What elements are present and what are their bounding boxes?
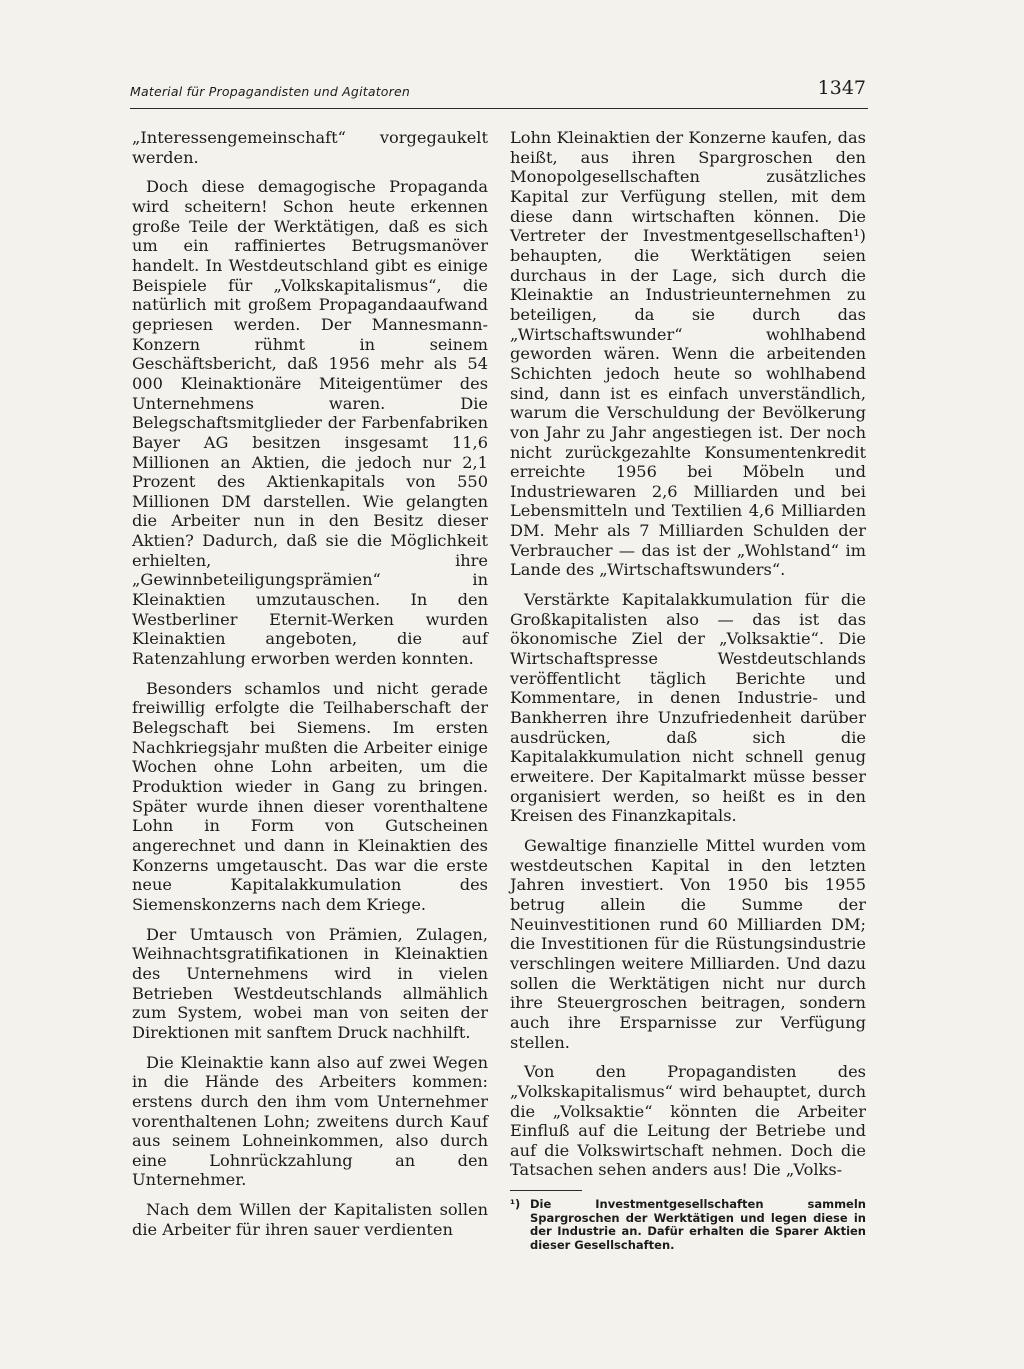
paragraph: Doch diese demagogische Propaganda wird scheitern! Schon heute erkennen große Teile der Werktätigen, daß es sich um ein raffiniertes Betrugsmanöver handelt. In Westdeutschland gibt es einige Beispiele für „Volkskapitalismus“, die natürlich mit großem Propagandaaufwand gepriesen werden. Der Mannesmann-Konzern rühmt in seinem Geschäftsbericht, daß 1956 mehr als 54 000 Kleinaktionäre Miteigentümer des Unternehmens waren. Die Belegschaftsmitglieder der Farbenfabriken Bayer AG besitzen insgesamt 11,6 Millionen an Aktien, die jedoch nur 2,1 Prozent des Aktienkapitals von 550 Millionen DM darstellen. Wie gelangten die Arbeiter nun in den Besitz dieser Aktien? Dadurch, daß sie die Möglichkeit erhielten, ihre „Gewinnbeteiligungsprämien“ in Kleinaktien umzutauschen. In den Westberliner Eternit-Werken wurden Kleinaktien angeboten, die auf Ratenzahlung erworben werden konnten. — [132, 177, 488, 669]
paragraph: Lohn Kleinaktien der Konzerne kaufen, das heißt, aus ihren Spargroschen den Monopolgesellschaften zusätzliches Kapital zur Verfügung stellen, mit dem diese dann wirtschaften können. Die Vertreter der Investmentgesellschaften¹) behaupten, die Werktätigen seien durchaus in der Lage, sich durch die Kleinaktie an Industrieunternehmen zu beteiligen, da sie durch das „Wirtschaftswunder“ wohlhabend geworden wären. Wenn die arbeitenden Schichten jedoch heute so wohlhabend sind, dann ist es einfach unverständlich, warum die Verschuldung der Bevölkerung von Jahr zu Jahr angestiegen ist. Der noch nicht zurückgezahlte Konsumentenkredit erreichte 1956 bei Möbeln und Industriewaren 2,6 Milliarden und bei Lebensmitteln und Textilien 4,6 Milliarden DM. Mehr als 7 Milliarden Schulden der Verbraucher — das ist der „Wohlstand“ im Lande des „Wirtschaftswunders“. — [510, 128, 866, 580]
paragraph: „Interessengemeinschaft“ vorgegaukelt werden. — [132, 128, 488, 167]
paragraph: Besonders schamlos und nicht gerade freiwillig erfolgte die Teilhaberschaft der Belegschaft bei Siemens. Im ersten Nachkriegsjahr mußten die Arbeiter einige Wochen ohne Lohn arbeiten, um die Produktion wieder in Gang zu bringen. Später wurde ihnen dieser vorenthaltene Lohn in Form von Gutscheinen angerechnet und dann in Kleinaktien des Konzerns umgetauscht. Das war die erste neue Kapitalakkumulation des Siemenskonzerns nach dem Kriege. — [132, 678, 488, 914]
left-column — [132, 128, 488, 1249]
paragraph: Der Umtausch von Prämien, Zulagen, Weihnachtsgratifikationen in Kleinaktien des Unternehmens wird in vielen Betrieben Westdeutschlands allmählich zum System, wobei man von seiten der Direktionen mit sanftem Druck nachhilft. — [132, 924, 488, 1042]
paragraph: Gewaltige finanzielle Mittel wurden vom westdeutschen Kapital in den letzten Jahren investiert. Von 1950 bis 1955 betrug allein die Summe der Neuinvestitionen rund 60 Milliarden DM; die Investitionen für die Rüstungsindustrie verschlingen weitere Milliarden. Und dazu sollen die Werktätigen nicht nur durch ihre Steuergroschen beitragen, sondern auch ihre Ersparnisse zur Verfügung stellen. — [510, 835, 866, 1052]
footnote — [510, 1198, 866, 1252]
footnote-marker: ¹) — [510, 1197, 521, 1212]
paragraph: Von den Propagandisten des „Volkskapitalismus“ wird behauptet, durch die „Volksaktie“ könnten die Arbeiter Einfluß auf die Leitung der Betriebe und auf die Volkswirtschaft nehmen. Doch die Tatsachen sehen anders aus! Die „Volks- — [510, 1062, 866, 1180]
running-head: Material für Propagandisten und Agitatoren — [130, 84, 411, 99]
footnote-rule — [510, 1190, 582, 1191]
paragraph: Die Kleinaktie kann also auf zwei Wegen in die Hände des Arbeiters kommen: erstens durch den ihm vom Unternehmer vorenthaltenen Lohn; zweitens durch Kauf aus seinem Lohneinkommen, also durch eine Lohnrückzahlung an den Unternehmer. — [132, 1052, 488, 1190]
page-number: 1347 — [817, 77, 866, 99]
paragraph: Verstärkte Kapitalakkumulation für die Großkapitalisten also — das ist das ökonomische Ziel der „Volksaktie“. Die Wirtschaftspresse Westdeutschlands veröffentlicht täglich Berichte und Kommentare, in denen Industrie- und Bankherren ihre Unzufriedenheit darüber ausdrücken, daß sich die Kapitalakkumulation nicht schnell genug erweitere. Der Kapitalmarkt müsse besser organisiert werden, so heißt es in den Kreisen des Finanzkapitals. — [510, 590, 866, 826]
page-header — [130, 78, 868, 109]
right-column — [510, 128, 866, 1252]
footnote-text: Die Investmentgesellschaften sammeln Spargroschen der Werktätigen und legen diese in der Industrie an. Dafür erhalten die Sparer Aktien dieser Gesellschaften. — [530, 1197, 866, 1252]
paragraph: Nach dem Willen der Kapitalisten sollen die Arbeiter für ihren sauer verdienten — [132, 1200, 488, 1239]
